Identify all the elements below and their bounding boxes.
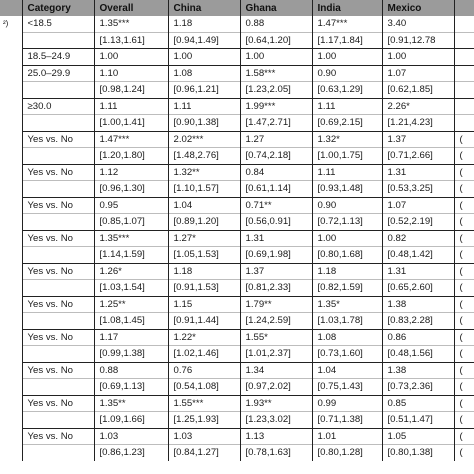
table-row-ci [0, 247, 474, 264]
table-row-ci [0, 412, 474, 429]
india-cell: [0.63,1.29] [312, 82, 382, 99]
overall-cell: 1.12 [94, 164, 168, 181]
ghana-cell: 1.58*** [240, 65, 312, 82]
china-cell: 1.04 [168, 197, 240, 214]
china-cell: 1.15 [168, 296, 240, 313]
china-cell: [1.10,1.57] [168, 181, 240, 198]
ghana-cell: [0.97,2.02] [240, 379, 312, 396]
variable-cell [0, 49, 22, 66]
mexico-cell: 1.38 [382, 362, 454, 379]
category-cell [22, 379, 94, 396]
table-row [0, 296, 474, 313]
extra-cell: ( [454, 362, 474, 379]
overall-cell: 1.11 [94, 98, 168, 115]
mexico-cell: 1.05 [382, 428, 454, 445]
extra-cell: ( [454, 445, 474, 461]
extra-cell [454, 65, 474, 82]
extra-cell: ( [454, 148, 474, 165]
india-cell: [1.03,1.78] [312, 313, 382, 330]
variable-cell [0, 115, 22, 132]
mexico-cell: [0.71,2.66] [382, 148, 454, 165]
ghana-cell: 1.31 [240, 230, 312, 247]
header-row [0, 0, 474, 16]
china-cell: [0.94,1.49] [168, 32, 240, 49]
china-cell: 1.00 [168, 49, 240, 66]
table-row [0, 362, 474, 379]
category-cell: 18.5–24.9 [22, 49, 94, 66]
table-row [0, 197, 474, 214]
india-cell: [0.80,1.68] [312, 247, 382, 264]
variable-cell [0, 230, 22, 247]
variable-cell [0, 412, 22, 429]
category-cell [22, 32, 94, 49]
table-row [0, 131, 474, 148]
ghana-cell: 1.27 [240, 131, 312, 148]
variable-cell [0, 346, 22, 363]
ghana-cell: 0.71** [240, 197, 312, 214]
china-cell: [1.48,2.76] [168, 148, 240, 165]
extra-cell: ( [454, 247, 474, 264]
china-cell: [0.89,1.20] [168, 214, 240, 231]
table-row [0, 65, 474, 82]
table-row [0, 263, 474, 280]
mexico-cell: 1.07 [382, 197, 454, 214]
mexico-cell: 2.26* [382, 98, 454, 115]
china-cell: 1.11 [168, 98, 240, 115]
category-cell: ≥30.0 [22, 98, 94, 115]
extra-cell [454, 82, 474, 99]
extra-cell: ( [454, 313, 474, 330]
ghana-cell: 0.88 [240, 16, 312, 32]
ghana-cell: [0.69,1.98] [240, 247, 312, 264]
category-cell: Yes vs. No [22, 329, 94, 346]
mexico-cell: [0.80,1.38] [382, 445, 454, 461]
ghana-cell: [1.23,3.02] [240, 412, 312, 429]
variable-cell [0, 164, 22, 181]
india-cell: 0.99 [312, 395, 382, 412]
ghana-cell: [1.47,2.71] [240, 115, 312, 132]
category-cell [22, 82, 94, 99]
ghana-cell: [0.81,2.33] [240, 280, 312, 297]
ghana-cell: 1.37 [240, 263, 312, 280]
india-cell: [0.71,1.38] [312, 412, 382, 429]
china-cell: [0.91,1.53] [168, 280, 240, 297]
extra-cell: ( [454, 379, 474, 396]
extra-cell [454, 32, 474, 49]
china-cell: [0.90,1.38] [168, 115, 240, 132]
category-cell [22, 313, 94, 330]
overall-cell: 1.17 [94, 329, 168, 346]
overall-cell: 1.35*** [94, 230, 168, 247]
china-cell: 1.08 [168, 65, 240, 82]
china-cell: 2.02*** [168, 131, 240, 148]
extra-cell: ( [454, 412, 474, 429]
overall-cell: [0.86,1.23] [94, 445, 168, 461]
mexico-cell: [0.52,2.19] [382, 214, 454, 231]
extra-cell [454, 49, 474, 66]
china-cell: [0.54,1.08] [168, 379, 240, 396]
variable-cell [0, 181, 22, 198]
overall-cell: [0.99,1.38] [94, 346, 168, 363]
extra-cell: ( [454, 346, 474, 363]
overall-cell: [0.85,1.07] [94, 214, 168, 231]
table-row-ci [0, 313, 474, 330]
overall-cell: 0.88 [94, 362, 168, 379]
ghana-cell: 1.99*** [240, 98, 312, 115]
header-cell-extra [454, 0, 474, 16]
table-row [0, 230, 474, 247]
category-cell [22, 412, 94, 429]
overall-cell: [1.08,1.45] [94, 313, 168, 330]
mexico-cell: [0.53,3.25] [382, 181, 454, 198]
category-cell: Yes vs. No [22, 164, 94, 181]
india-cell: 1.11 [312, 164, 382, 181]
variable-cell [0, 296, 22, 313]
overall-cell: [0.96,1.30] [94, 181, 168, 198]
mexico-cell: 1.31 [382, 164, 454, 181]
overall-cell: 1.35*** [94, 16, 168, 32]
table-row [0, 49, 474, 66]
india-cell: 1.35* [312, 296, 382, 313]
variable-cell [0, 362, 22, 379]
extra-cell: ( [454, 197, 474, 214]
variable-cell [0, 313, 22, 330]
india-cell: [0.80,1.28] [312, 445, 382, 461]
table-row-ci [0, 115, 474, 132]
mexico-cell: 1.00 [382, 49, 454, 66]
header-cell-category: Category [22, 0, 94, 16]
table-row-ci [0, 214, 474, 231]
extra-cell: ( [454, 329, 474, 346]
ghana-cell: [1.24,2.59] [240, 313, 312, 330]
ghana-cell: 1.93** [240, 395, 312, 412]
table-row [0, 16, 474, 32]
extra-cell: ( [454, 131, 474, 148]
category-cell: Yes vs. No [22, 131, 94, 148]
china-cell: 1.18 [168, 16, 240, 32]
overall-cell: [0.69,1.13] [94, 379, 168, 396]
overall-cell: 1.00 [94, 49, 168, 66]
mexico-cell: [0.91,12.78 [382, 32, 454, 49]
ghana-cell: [0.56,0.91] [240, 214, 312, 231]
category-cell: Yes vs. No [22, 362, 94, 379]
variable-cell [0, 131, 22, 148]
china-cell: 1.27* [168, 230, 240, 247]
variable-cell [0, 395, 22, 412]
overall-cell: 1.35** [94, 395, 168, 412]
category-cell [22, 247, 94, 264]
overall-cell: [1.20,1.80] [94, 148, 168, 165]
variable-cell [0, 379, 22, 396]
category-cell: Yes vs. No [22, 230, 94, 247]
table-row-ci [0, 445, 474, 461]
india-cell: 1.01 [312, 428, 382, 445]
india-cell: 1.04 [312, 362, 382, 379]
extra-cell: ( [454, 214, 474, 231]
ghana-cell: 1.79** [240, 296, 312, 313]
mexico-cell: 0.85 [382, 395, 454, 412]
table-row-ci [0, 32, 474, 49]
extra-cell: ( [454, 263, 474, 280]
category-cell: 25.0–29.9 [22, 65, 94, 82]
header-cell-india: India [312, 0, 382, 16]
china-cell: 1.03 [168, 428, 240, 445]
china-cell: [0.84,1.27] [168, 445, 240, 461]
variable-cell [0, 214, 22, 231]
china-cell: 0.76 [168, 362, 240, 379]
extra-cell: ( [454, 296, 474, 313]
ghana-cell: 0.84 [240, 164, 312, 181]
mexico-cell: 1.38 [382, 296, 454, 313]
india-cell: [0.82,1.59] [312, 280, 382, 297]
china-cell: 1.22* [168, 329, 240, 346]
variable-cell [0, 247, 22, 264]
ghana-cell: [0.74,2.18] [240, 148, 312, 165]
table-row-ci [0, 82, 474, 99]
india-cell: [0.72,1.13] [312, 214, 382, 231]
india-cell: 1.08 [312, 329, 382, 346]
mexico-cell: [1.21,4.23] [382, 115, 454, 132]
category-cell [22, 280, 94, 297]
category-cell [22, 214, 94, 231]
extra-cell: ( [454, 395, 474, 412]
china-cell: 1.32** [168, 164, 240, 181]
variable-cell [0, 428, 22, 445]
mexico-cell: [0.62,1.85] [382, 82, 454, 99]
india-cell: 0.90 [312, 65, 382, 82]
variable-cell [0, 263, 22, 280]
ghana-cell: 1.13 [240, 428, 312, 445]
ghana-cell: 1.00 [240, 49, 312, 66]
category-cell: <18.5 [22, 16, 94, 32]
ghana-cell: [0.64,1.20] [240, 32, 312, 49]
table-row-ci [0, 181, 474, 198]
mexico-cell: [0.51,1.47] [382, 412, 454, 429]
overall-cell: [0.98,1.24] [94, 82, 168, 99]
india-cell: [0.75,1.43] [312, 379, 382, 396]
variable-cell [0, 197, 22, 214]
overall-cell: 1.25** [94, 296, 168, 313]
overall-cell: [1.09,1.66] [94, 412, 168, 429]
table-row-ci [0, 148, 474, 165]
header-cell-mexico: Mexico [382, 0, 454, 16]
ghana-cell: [1.01,2.37] [240, 346, 312, 363]
ghana-cell: 1.55* [240, 329, 312, 346]
india-cell: 1.11 [312, 98, 382, 115]
header-cell-overall: Overall [94, 0, 168, 16]
mexico-cell: [0.48,1.56] [382, 346, 454, 363]
variable-cell [0, 98, 22, 115]
variable-cell [0, 445, 22, 461]
table-row [0, 164, 474, 181]
extra-cell [454, 98, 474, 115]
mexico-cell: [0.83,2.28] [382, 313, 454, 330]
category-cell: Yes vs. No [22, 197, 94, 214]
china-cell: [1.05,1.53] [168, 247, 240, 264]
mexico-cell: [0.73,2.36] [382, 379, 454, 396]
extra-cell: ( [454, 181, 474, 198]
extra-cell: ( [454, 164, 474, 181]
mexico-cell: [0.65,2.60] [382, 280, 454, 297]
china-cell: [0.91,1.44] [168, 313, 240, 330]
overall-cell: [1.03,1.54] [94, 280, 168, 297]
extra-cell: ( [454, 280, 474, 297]
category-cell: Yes vs. No [22, 296, 94, 313]
india-cell: [1.00,1.75] [312, 148, 382, 165]
mexico-cell: 1.37 [382, 131, 454, 148]
category-cell [22, 181, 94, 198]
table-row-ci [0, 346, 474, 363]
ghana-cell: [0.78,1.63] [240, 445, 312, 461]
table-row [0, 329, 474, 346]
table-body [0, 16, 474, 461]
ghana-cell: [1.23,2.05] [240, 82, 312, 99]
overall-cell: 1.47*** [94, 131, 168, 148]
china-cell: 1.55*** [168, 395, 240, 412]
extra-cell [454, 115, 474, 132]
header-cell-ghana: Ghana [240, 0, 312, 16]
india-cell: 1.00 [312, 230, 382, 247]
table-row-ci [0, 379, 474, 396]
category-cell: Yes vs. No [22, 263, 94, 280]
category-cell [22, 445, 94, 461]
variable-cell [0, 280, 22, 297]
category-cell [22, 115, 94, 132]
ghana-cell: [0.61,1.14] [240, 181, 312, 198]
category-cell [22, 148, 94, 165]
table-row [0, 428, 474, 445]
extra-cell [454, 16, 474, 32]
india-cell: 1.32* [312, 131, 382, 148]
variable-cell [0, 32, 22, 49]
variable-cell [0, 329, 22, 346]
category-cell: Yes vs. No [22, 428, 94, 445]
china-cell: [1.25,1.93] [168, 412, 240, 429]
mexico-cell: [0.48,1.42] [382, 247, 454, 264]
extra-cell: ( [454, 428, 474, 445]
mexico-cell: 3.40 [382, 16, 454, 32]
india-cell: 1.18 [312, 263, 382, 280]
mexico-cell: 0.86 [382, 329, 454, 346]
table-row [0, 98, 474, 115]
india-cell: 0.90 [312, 197, 382, 214]
india-cell: [0.69,2.15] [312, 115, 382, 132]
india-cell: [0.73,1.60] [312, 346, 382, 363]
overall-cell: [1.00,1.41] [94, 115, 168, 132]
ghana-cell: 1.34 [240, 362, 312, 379]
variable-cell [0, 148, 22, 165]
variable-cell: ²) [3, 19, 9, 29]
overall-cell: 0.95 [94, 197, 168, 214]
category-cell: Yes vs. No [22, 395, 94, 412]
extra-cell: ( [454, 230, 474, 247]
variable-cell [0, 82, 22, 99]
category-cell [22, 346, 94, 363]
mexico-cell: 0.82 [382, 230, 454, 247]
overall-cell: 1.10 [94, 65, 168, 82]
china-cell: [1.02,1.46] [168, 346, 240, 363]
india-cell: [1.17,1.84] [312, 32, 382, 49]
table-row [0, 395, 474, 412]
header-cell-variable [0, 0, 22, 16]
table-row-ci [0, 280, 474, 297]
overall-cell: [1.13,1.61] [94, 32, 168, 49]
china-cell: [0.96,1.21] [168, 82, 240, 99]
variable-cell [0, 65, 22, 82]
header-cell-china: China [168, 0, 240, 16]
mexico-cell: 1.07 [382, 65, 454, 82]
overall-cell: 1.26* [94, 263, 168, 280]
china-cell: 1.18 [168, 263, 240, 280]
india-cell: 1.00 [312, 49, 382, 66]
overall-cell: 1.03 [94, 428, 168, 445]
overall-cell: [1.14,1.59] [94, 247, 168, 264]
india-cell: 1.47*** [312, 16, 382, 32]
india-cell: [0.93,1.48] [312, 181, 382, 198]
mexico-cell: 1.31 [382, 263, 454, 280]
